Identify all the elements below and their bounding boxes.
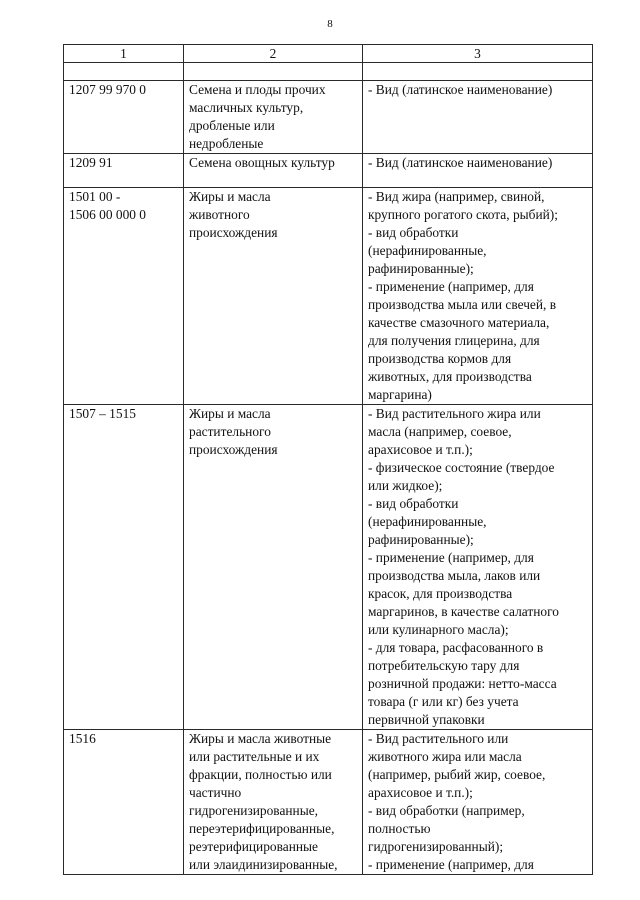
cell-text-line: (нерафинированные, <box>368 243 487 258</box>
cell-text-line: реэтерифицированные <box>189 839 318 854</box>
cell-text-line: производства кормов для <box>368 351 512 366</box>
cell-text-line: - физическое состояние (твердое <box>368 460 555 475</box>
cell-text-line: частично <box>189 785 242 800</box>
table-row <box>64 188 593 405</box>
cell-text-line: (нерафинированные, <box>368 514 487 529</box>
cell-text-line: Жиры и масла <box>189 406 271 421</box>
cell-text-line: - Вид (латинское наименование) <box>368 82 553 97</box>
cell-text-line: для получения глицерина, для <box>368 333 540 348</box>
cell-text-line: производства мыла или свечей, в <box>368 297 557 312</box>
table-row <box>64 81 593 154</box>
code-cell <box>64 188 184 405</box>
cell-text-line: фракции, полностью или <box>189 767 332 782</box>
cell-text-line: Семена овощных культур <box>189 155 335 170</box>
code-cell <box>64 405 184 730</box>
cell-text-line: Семена и плоды прочих <box>189 82 326 97</box>
cell-text-line: красок, для производства <box>368 586 513 601</box>
code-cell <box>64 81 184 154</box>
cell-text-line: - вид обработки <box>368 225 459 240</box>
cell-text-line: розничной продажи: нетто-масса <box>368 676 557 691</box>
cell-text-line: растительного <box>189 424 271 439</box>
cell-text-line: Жиры и масла <box>189 189 271 204</box>
cell-text-line: производства мыла, лаков или <box>368 568 541 583</box>
cell-text-line: рафинированные); <box>368 261 474 276</box>
cell-text-line: происхождения <box>189 442 278 457</box>
empty-cell <box>363 63 593 81</box>
cell-text-line: - применение (например, для <box>368 857 534 872</box>
description-cell <box>184 154 363 188</box>
cell-text-line: 1507 – 1515 <box>69 406 136 421</box>
cell-text-line: - Вид (латинское наименование) <box>368 155 553 170</box>
cell-text-line: крупного рогатого скота, рыбий); <box>368 207 558 222</box>
cell-text-line: - Вид жира (например, свиной, <box>368 189 545 204</box>
cell-text-line: - применение (например, для <box>368 550 534 565</box>
table-row <box>64 730 593 875</box>
cell-text-line: первичной упаковки <box>368 712 485 727</box>
cell-text-line: - Вид растительного или <box>368 731 509 746</box>
cell-text-line: или жидкое); <box>368 478 443 493</box>
empty-spacer-row <box>64 63 593 81</box>
description-cell <box>184 405 363 730</box>
code-cell <box>64 154 184 188</box>
cell-text-line: потребительскую тару для <box>368 658 520 673</box>
attributes-cell <box>363 81 593 154</box>
cell-text-line: маргаринов, в качестве салатного <box>368 604 559 619</box>
cell-text-line: маргарина) <box>368 387 432 402</box>
cell-text-line: качестве смазочного материала, <box>368 315 550 330</box>
empty-cell <box>184 63 363 81</box>
cell-text-line: арахисовое и т.п.); <box>368 442 473 457</box>
table-row <box>64 154 593 188</box>
description-cell <box>184 188 363 405</box>
cell-text-line: - вид обработки (например, <box>368 803 525 818</box>
cell-text-line: недробленые <box>189 136 264 151</box>
attributes-cell <box>363 405 593 730</box>
cell-text-line: или элаидинизированные, <box>189 857 338 872</box>
cell-text-line: 1207 99 970 0 <box>69 82 146 97</box>
cell-text-line: товара (г или кг) без учета <box>368 694 519 709</box>
cell-text-line: животных, для производства <box>368 369 532 384</box>
cell-text-line: происхождения <box>189 225 278 240</box>
column-header-1: 1 <box>64 45 184 63</box>
cell-text-line: гидрогенизированный); <box>368 839 504 854</box>
table-row <box>64 405 593 730</box>
cell-text-line: животного <box>189 207 250 222</box>
cell-text-line: - для товара, расфасованного в <box>368 640 544 655</box>
empty-cell <box>64 63 184 81</box>
cell-text-line: переэтерифицированные, <box>189 821 335 836</box>
cell-text-line: или растительные и их <box>189 749 320 764</box>
cell-text-line: Жиры и масла животные <box>189 731 332 746</box>
page-number: 8 <box>327 18 333 30</box>
attributes-cell <box>363 730 593 875</box>
cell-text-line: или кулинарного масла); <box>368 622 509 637</box>
cell-text-line: масла (например, соевое, <box>368 424 512 439</box>
attributes-cell <box>363 188 593 405</box>
description-cell <box>184 81 363 154</box>
cell-text-line: - применение (например, для <box>368 279 534 294</box>
cell-text-line: дробленые или <box>189 118 275 133</box>
column-header-2: 2 <box>184 45 363 63</box>
tariff-attributes-table <box>63 44 593 875</box>
cell-text-line: 1516 <box>69 731 96 746</box>
cell-text-line: полностью <box>368 821 431 836</box>
cell-text-line: арахисовое и т.п.); <box>368 785 473 800</box>
cell-text-line: 1501 00 - <box>69 189 121 204</box>
cell-text-line: 1506 00 000 0 <box>69 207 146 222</box>
column-header-3: 3 <box>363 45 593 63</box>
description-cell <box>184 730 363 875</box>
code-cell <box>64 730 184 875</box>
cell-text-line: животного жира или масла <box>368 749 522 764</box>
cell-text-line: - Вид растительного жира или <box>368 406 541 421</box>
cell-text-line: 1209 91 <box>69 155 113 170</box>
cell-text-line: масличных культур, <box>189 100 304 115</box>
cell-text-line: - вид обработки <box>368 496 459 511</box>
cell-text-line: гидрогенизированные, <box>189 803 319 818</box>
cell-text-line: (например, рыбий жир, соевое, <box>368 767 546 782</box>
attributes-cell <box>363 154 593 188</box>
cell-text-line: рафинированные); <box>368 532 474 547</box>
table-header-row <box>64 45 593 63</box>
